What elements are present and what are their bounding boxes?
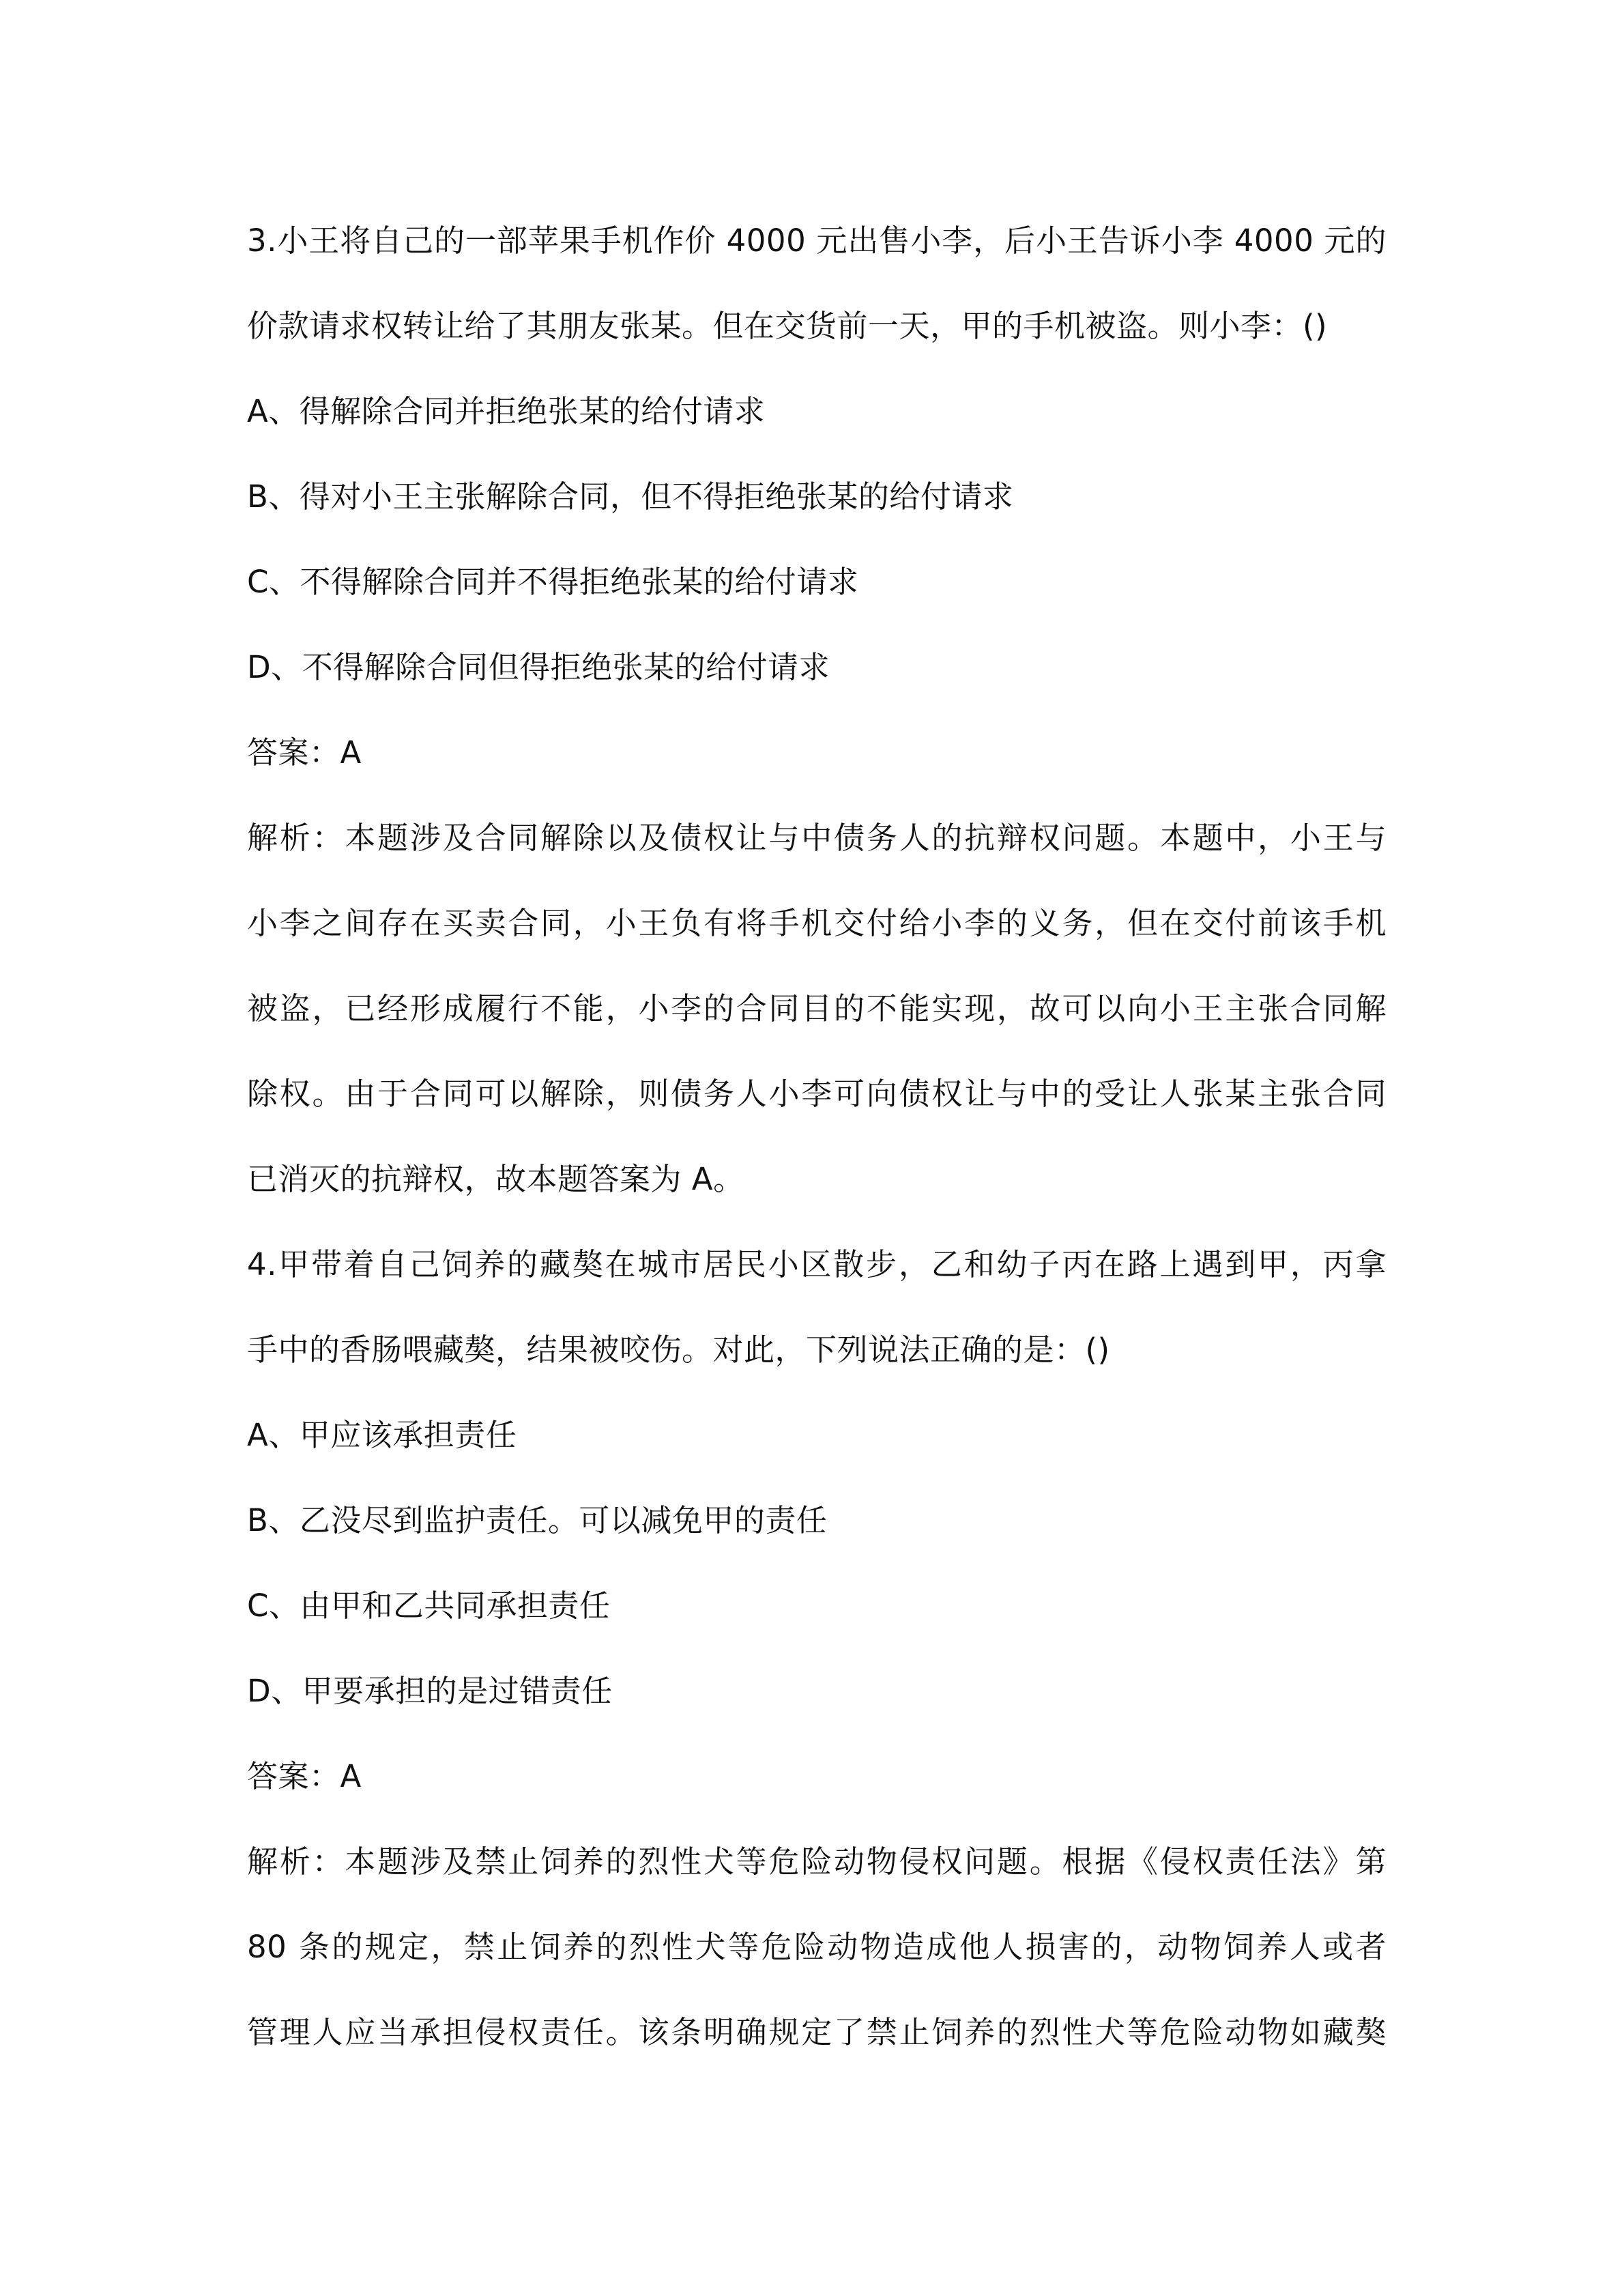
q4-option-b: B、乙没尽到监护责任。可以减免甲的责任 [247,1502,828,1538]
q4-analysis-line-2: 80 条的规定，禁止饲养的烈性犬等危险动物造成他人损害的，动物饲养人或者 [247,1929,1387,1965]
q3-answer: 答案：A [247,734,362,771]
q4-analysis-line-1: 解析：本题涉及禁止饲养的烈性犬等危险动物侵权问题。根据《侵权责任法》第 [247,1843,1387,1880]
q3-analysis-line-1: 解析：本题涉及合同解除以及债权让与中债务人的抗辩权问题。本题中，小王与 [247,820,1387,856]
document-page [247,212,1387,2089]
q3-stem-line-1: 3.小王将自己的一部苹果手机作价 4000 元出售小李，后小王告诉小李 4000 元的 [247,223,1387,259]
q3-option-b: B、得对小王主张解除合同，但不得拒绝张某的给付请求 [247,478,1014,515]
q3-option-c: C、不得解除合同并不得拒绝张某的给付请求 [247,564,859,600]
q4-option-d: D、甲要承担的是过错责任 [247,1673,613,1709]
q4-answer: 答案：A [247,1758,362,1794]
q3-analysis-line-3: 被盗，已经形成履行不能，小李的合同目的不能实现，故可以向小王主张合同解 [247,990,1387,1027]
q4-analysis-line-3: 管理人应当承担侵权责任。该条明确规定了禁止饲养的烈性犬等危险动物如藏獒 [247,2014,1387,2050]
q4-stem-line-1: 4.甲带着自己饲养的藏獒在城市居民小区散步，乙和幼子丙在路上遇到甲，丙拿 [247,1246,1387,1282]
q3-option-d: D、不得解除合同但得拒绝张某的给付请求 [247,649,830,685]
q4-option-c: C、由甲和乙共同承担责任 [247,1588,611,1624]
q3-analysis-line-4: 除权。由于合同可以解除，则债务人小李可向债权让与中的受让人张某主张合同 [247,1076,1387,1112]
q3-analysis-line-2: 小李之间存在买卖合同，小王负有将手机交付给小李的义务，但在交付前该手机 [247,905,1387,941]
q3-analysis-line-5: 已消灭的抗辩权，故本题答案为 A。 [247,1161,744,1197]
q4-option-a: A、甲应该承担责任 [247,1417,517,1453]
q4-stem-line-2: 手中的香肠喂藏獒，结果被咬伤。对此，下列说法正确的是：() [247,1332,1110,1368]
q3-option-a: A、得解除合同并拒绝张某的给付请求 [247,393,766,429]
q3-stem-line-2: 价款请求权转让给了其朋友张某。但在交货前一天，甲的手机被盗。则小李：() [247,308,1328,344]
